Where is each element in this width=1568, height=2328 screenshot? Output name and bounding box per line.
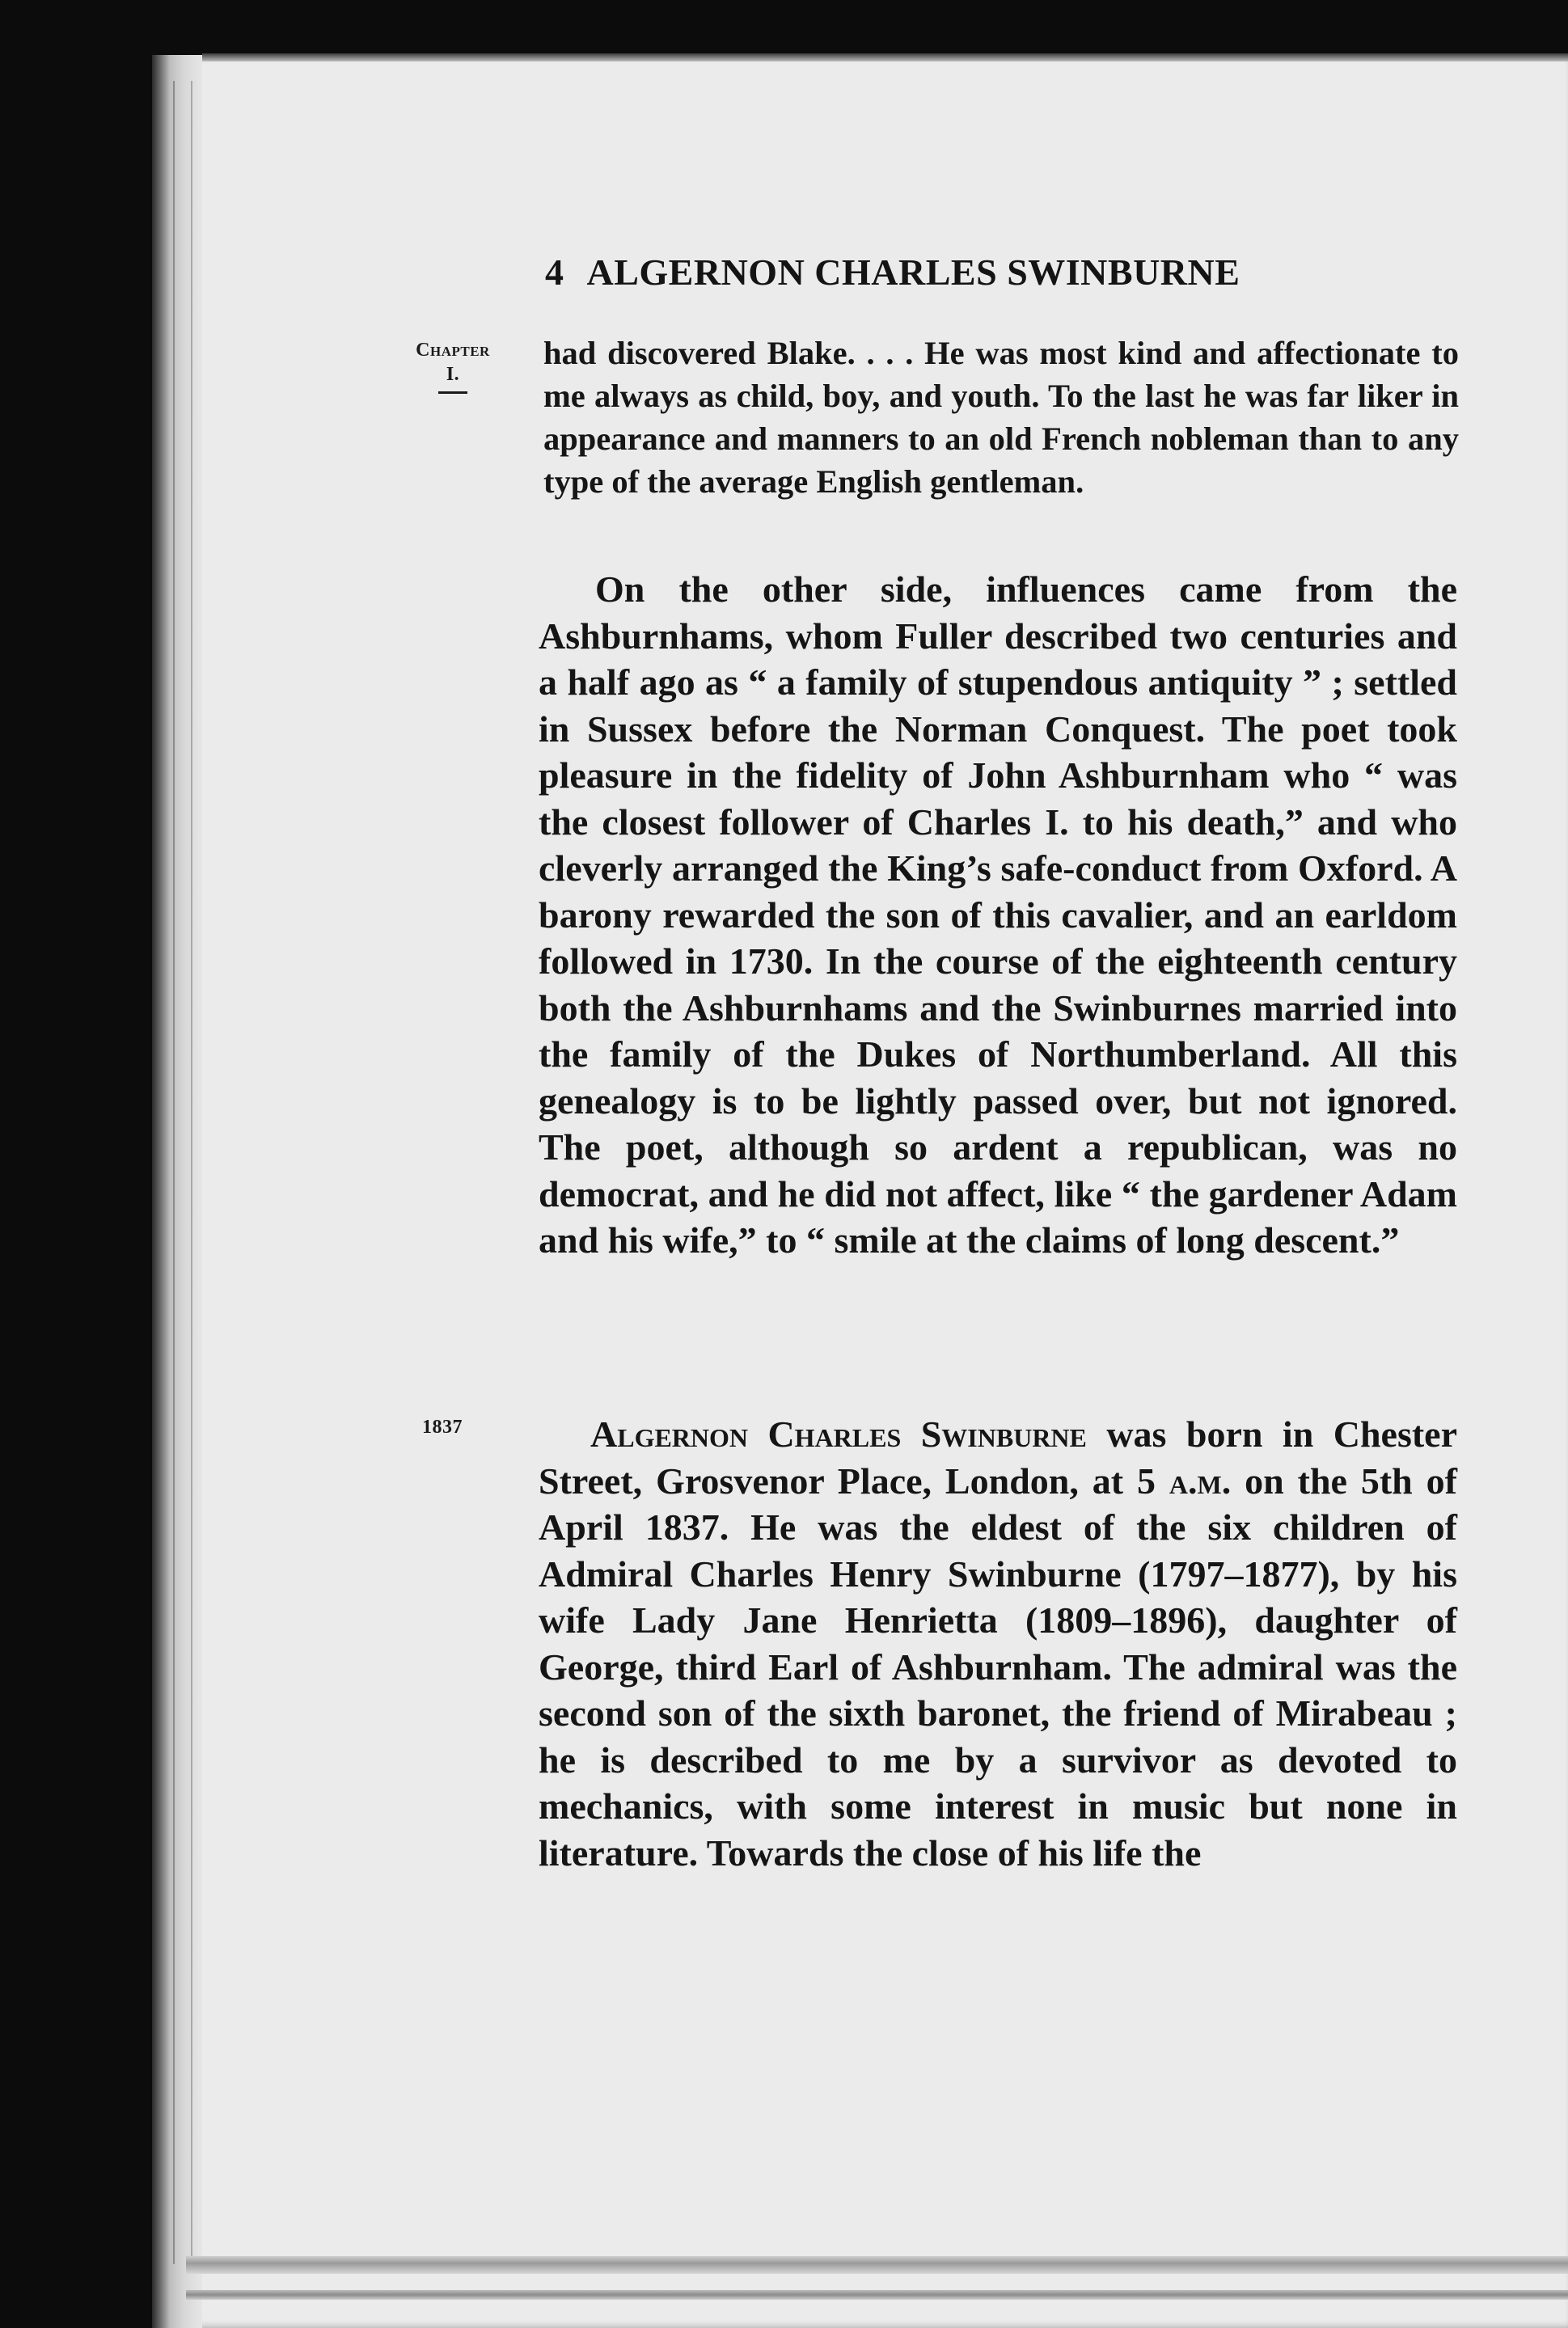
year-margin-note: 1837	[422, 1417, 463, 1438]
chapter-number: I.	[446, 364, 460, 385]
page-bottom-edge	[186, 2290, 1568, 2300]
body-paragraph-2	[539, 1411, 1457, 1876]
running-title: ALGERNON CHARLES SWINBURNE	[586, 251, 1240, 293]
chapter-label: Chapter	[416, 340, 490, 361]
body-paragraph-1	[539, 566, 1457, 1264]
block-quote	[543, 332, 1459, 503]
time-suffix: a.m.	[1169, 1460, 1232, 1502]
paragraph-2-text-a: was born in Chester Street, Grosvenor Place, London, at 5	[539, 1413, 1458, 1502]
paragraph-2-text	[539, 1411, 1457, 1876]
subject-name-small-caps: Algernon Charles Swinburne	[590, 1413, 1087, 1455]
block-quote-text: had discovered Blake. . . . He was most kind and affectionate to me always as child, boy, and youth. To the last he was far liker in appearance and manners to an old French nobleman than to any type of the average English gentleman.	[543, 335, 1459, 500]
running-head	[545, 251, 1459, 301]
chapter-margin-note	[404, 338, 501, 394]
chapter-rule	[438, 391, 467, 394]
paragraph-1-text: On the other side, influences came from the Ashburnhams, whom Fuller described two centuries and a half ago as “ a family of stupendous antiquity ” ; settled in Sussex before the Norman Conquest. The poet took pleasure in the fidelity of John Ashburnham who “ was the closest follower of Charles I. to his death,” and who cleverly arranged the King’s safe-conduct from Oxford. A barony rewarded the son of this cavalier, and an earldom followed in 1730. In the course of the eighteenth century both the Ashburnhams and the Swinburnes married into the family of the Dukes of Northumberland. All this genealogy is to be lightly passed over, but not ignored. The poet, although so ardent a republican, was no democrat, and he did not affect, like “ the gardener Adam and his wife,” to “ smile at the claims of long descent.”	[539, 568, 1457, 1261]
gutter-fold-line	[173, 81, 175, 2264]
gutter-fold-line	[191, 81, 192, 2264]
page-binding-gutter	[152, 55, 202, 2328]
page-bottom-edge	[186, 2256, 1568, 2274]
page-number: 4	[545, 251, 564, 293]
paragraph-2-text-b: on the 5th of April 1837. He was the eldest of the six children of Admiral Charles Henry Swinburne (1797–1877), by his wife Lady Jane Henrietta (1809–1896), daughter of George, third Earl of Ashburnham. The admiral was the second son of the sixth baronet, the friend of Mirabeau ; he is described to me by a survivor as devoted to mechanics, with some interest in music but none in literature. Towards the close of his life the	[539, 1460, 1457, 1874]
page-top-edge	[202, 53, 1568, 61]
